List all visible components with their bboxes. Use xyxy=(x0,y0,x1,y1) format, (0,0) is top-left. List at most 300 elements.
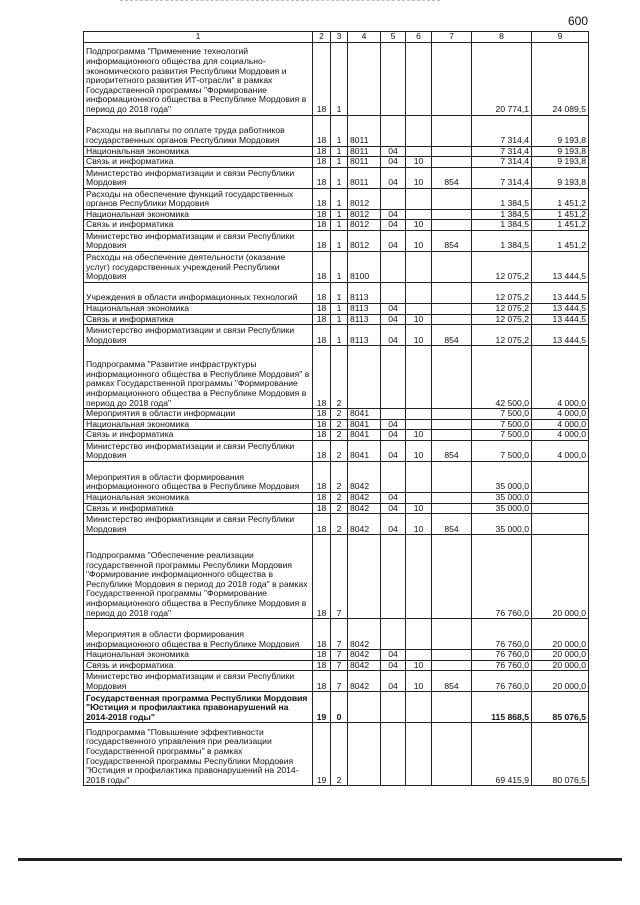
subprogram-code-cell: 1 xyxy=(331,220,348,231)
section-cell: 04 xyxy=(381,671,406,692)
ministry-code-cell xyxy=(432,409,472,420)
row-name-cell: Национальная экономика xyxy=(84,146,313,157)
target-article-cell xyxy=(348,346,381,409)
ministry-code-cell xyxy=(432,115,472,146)
amount-2015-cell: 20 774,1 xyxy=(472,42,532,115)
table-row xyxy=(84,209,589,220)
col-header-8: 8 xyxy=(472,32,532,43)
section-cell xyxy=(381,692,406,723)
section-code-cell: 18 xyxy=(313,430,331,441)
subprogram-code-cell: 1 xyxy=(331,115,348,146)
amount-2015-cell: 12 075,2 xyxy=(472,325,532,346)
row-name-cell: Министерство информатизации и связи Республики Мордовия xyxy=(84,671,313,692)
subsection-cell xyxy=(406,419,432,430)
table-row xyxy=(84,692,589,723)
subprogram-code-cell: 7 xyxy=(331,650,348,661)
section-code-cell: 18 xyxy=(313,514,331,535)
target-article-cell: 8041 xyxy=(348,430,381,441)
ministry-code-cell xyxy=(432,282,472,303)
section-code-cell: 18 xyxy=(313,535,331,619)
subsection-cell xyxy=(406,619,432,650)
table-row xyxy=(84,167,589,188)
subsection-cell xyxy=(406,692,432,723)
subprogram-code-cell: 1 xyxy=(331,209,348,220)
row-name-cell: Мероприятия в области формирования информационного общества в Республике Мордовия xyxy=(84,461,313,492)
target-article-cell: 8042 xyxy=(348,461,381,492)
amount-2016-cell: 20 000,0 xyxy=(532,660,589,671)
amount-2015-cell: 1 384,5 xyxy=(472,220,532,231)
target-article-cell: 8113 xyxy=(348,314,381,325)
ministry-code-cell: 854 xyxy=(432,671,472,692)
subprogram-code-cell: 2 xyxy=(331,419,348,430)
section-code-cell: 18 xyxy=(313,220,331,231)
section-cell: 04 xyxy=(381,650,406,661)
subsection-cell xyxy=(406,303,432,314)
subsection-cell xyxy=(406,346,432,409)
amount-2015-cell: 1 384,5 xyxy=(472,188,532,209)
section-cell xyxy=(381,535,406,619)
section-code-cell: 18 xyxy=(313,503,331,514)
target-article-cell: 8012 xyxy=(348,220,381,231)
subprogram-code-cell: 2 xyxy=(331,440,348,461)
section-cell: 04 xyxy=(381,230,406,251)
amount-2015-cell: 76 760,0 xyxy=(472,660,532,671)
row-name-cell: Национальная экономика xyxy=(84,492,313,503)
section-cell: 04 xyxy=(381,314,406,325)
ministry-code-cell: 854 xyxy=(432,167,472,188)
subsection-cell: 10 xyxy=(406,514,432,535)
amount-2016-cell: 24 089,5 xyxy=(532,42,589,115)
section-cell xyxy=(381,251,406,282)
amount-2015-cell: 35 000,0 xyxy=(472,503,532,514)
subprogram-code-cell: 2 xyxy=(331,514,348,535)
target-article-cell: 8042 xyxy=(348,660,381,671)
row-name-cell: Связь и информатика xyxy=(84,157,313,168)
ministry-code-cell xyxy=(432,619,472,650)
bottom-scan-border xyxy=(18,858,622,861)
section-cell xyxy=(381,282,406,303)
amount-2015-cell: 76 760,0 xyxy=(472,650,532,661)
col-header-1: 1 xyxy=(84,32,313,43)
ministry-code-cell xyxy=(432,314,472,325)
section-code-cell: 18 xyxy=(313,209,331,220)
ministry-code-cell xyxy=(432,220,472,231)
amount-2016-cell: 85 076,5 xyxy=(532,692,589,723)
section-cell: 04 xyxy=(381,492,406,503)
subprogram-code-cell: 1 xyxy=(331,188,348,209)
subsection-cell: 10 xyxy=(406,430,432,441)
ministry-code-cell xyxy=(432,723,472,786)
table-row xyxy=(84,514,589,535)
section-cell xyxy=(381,723,406,786)
table-row xyxy=(84,409,589,420)
amount-2016-cell xyxy=(532,503,589,514)
subprogram-code-cell: 2 xyxy=(331,461,348,492)
amount-2016-cell: 20 000,0 xyxy=(532,535,589,619)
amount-2015-cell: 7 500,0 xyxy=(472,440,532,461)
subprogram-code-cell: 1 xyxy=(331,303,348,314)
amount-2015-cell: 7 500,0 xyxy=(472,430,532,441)
target-article-cell: 8011 xyxy=(348,167,381,188)
section-code-cell: 18 xyxy=(313,115,331,146)
table-row xyxy=(84,188,589,209)
ministry-code-cell xyxy=(432,146,472,157)
table-row xyxy=(84,314,589,325)
subprogram-code-cell: 1 xyxy=(331,251,348,282)
section-code-cell: 18 xyxy=(313,409,331,420)
amount-2016-cell xyxy=(532,514,589,535)
target-article-cell: 8042 xyxy=(348,514,381,535)
row-name-cell: Связь и информатика xyxy=(84,430,313,441)
col-header-3: 3 xyxy=(331,32,348,43)
section-cell xyxy=(381,409,406,420)
section-cell xyxy=(381,619,406,650)
amount-2015-cell: 7 314,4 xyxy=(472,146,532,157)
amount-2015-cell: 12 075,2 xyxy=(472,314,532,325)
target-article-cell: 8042 xyxy=(348,492,381,503)
row-name-cell: Министерство информатизации и связи Республики Мордовия xyxy=(84,325,313,346)
amount-2015-cell: 76 760,0 xyxy=(472,671,532,692)
row-name-cell: Министерство информатизации и связи Республики Мордовия xyxy=(84,167,313,188)
row-name-cell: Национальная экономика xyxy=(84,650,313,661)
section-cell xyxy=(381,115,406,146)
budget-table xyxy=(83,31,589,786)
amount-2015-cell: 12 075,2 xyxy=(472,251,532,282)
row-name-cell: Подпрограмма "Развитие инфраструктуры информационного общества в Республике Мордовия" в рамках Государственной программы "Формирование информационного общества в Республике Мордовия в период до 2018 года" xyxy=(84,346,313,409)
ministry-code-cell xyxy=(432,503,472,514)
ministry-code-cell xyxy=(432,303,472,314)
amount-2015-cell: 7 314,4 xyxy=(472,167,532,188)
section-code-cell: 18 xyxy=(313,419,331,430)
table-row xyxy=(84,42,589,115)
table-row xyxy=(84,251,589,282)
section-cell: 04 xyxy=(381,660,406,671)
section-cell xyxy=(381,461,406,492)
amount-2015-cell: 35 000,0 xyxy=(472,461,532,492)
ministry-code-cell: 854 xyxy=(432,440,472,461)
section-code-cell: 18 xyxy=(313,440,331,461)
subsection-cell: 10 xyxy=(406,314,432,325)
table-row xyxy=(84,220,589,231)
row-name-cell: Связь и информатика xyxy=(84,220,313,231)
subsection-cell xyxy=(406,209,432,220)
ministry-code-cell xyxy=(432,535,472,619)
target-article-cell: 8041 xyxy=(348,419,381,430)
target-article-cell: 8012 xyxy=(348,188,381,209)
amount-2015-cell: 7 314,4 xyxy=(472,115,532,146)
amount-2015-cell: 1 384,5 xyxy=(472,209,532,220)
table-row xyxy=(84,440,589,461)
subprogram-code-cell: 2 xyxy=(331,409,348,420)
target-article-cell: 8011 xyxy=(348,146,381,157)
subprogram-code-cell: 1 xyxy=(331,42,348,115)
subprogram-code-cell: 2 xyxy=(331,503,348,514)
subsection-cell: 10 xyxy=(406,230,432,251)
row-name-cell: Национальная экономика xyxy=(84,303,313,314)
target-article-cell: 8042 xyxy=(348,503,381,514)
amount-2015-cell: 7 314,4 xyxy=(472,157,532,168)
row-name-cell: Расходы на выплаты по оплате труда работников государственных органов Республики Мордовия xyxy=(84,115,313,146)
amount-2016-cell: 13 444,5 xyxy=(532,325,589,346)
amount-2015-cell: 7 500,0 xyxy=(472,419,532,430)
amount-2016-cell: 13 444,5 xyxy=(532,303,589,314)
table-row xyxy=(84,535,589,619)
subprogram-code-cell: 0 xyxy=(331,692,348,723)
col-header-5: 5 xyxy=(381,32,406,43)
amount-2016-cell: 1 451,2 xyxy=(532,230,589,251)
target-article-cell: 8042 xyxy=(348,671,381,692)
amount-2015-cell: 69 415,9 xyxy=(472,723,532,786)
row-name-cell: Мероприятия в области информации xyxy=(84,409,313,420)
subsection-cell xyxy=(406,115,432,146)
subsection-cell: 10 xyxy=(406,671,432,692)
row-name-cell: Связь и информатика xyxy=(84,314,313,325)
table-row xyxy=(84,461,589,492)
target-article-cell: 8042 xyxy=(348,650,381,661)
ministry-code-cell xyxy=(432,188,472,209)
table-row xyxy=(84,619,589,650)
amount-2016-cell: 20 000,0 xyxy=(532,671,589,692)
table-body xyxy=(84,42,589,786)
section-cell: 04 xyxy=(381,514,406,535)
section-code-cell: 18 xyxy=(313,230,331,251)
section-cell xyxy=(381,188,406,209)
page-number: 600 xyxy=(568,14,589,28)
section-code-cell: 19 xyxy=(313,723,331,786)
target-article-cell: 8011 xyxy=(348,157,381,168)
amount-2016-cell: 13 444,5 xyxy=(532,282,589,303)
section-code-cell: 18 xyxy=(313,461,331,492)
row-name-cell: Связь и информатика xyxy=(84,503,313,514)
target-article-cell: 8012 xyxy=(348,209,381,220)
row-name-cell: Подпрограмма "Повышение эффективности государственного управления при реализации Государственной программы" в рамках Государственной программы Республики Мордовия "Юстиция и профилактика правонарушений на 2014-2018 годы" xyxy=(84,723,313,786)
subprogram-code-cell: 7 xyxy=(331,660,348,671)
row-name-cell: Расходы на обеспечение деятельности (оказание услуг) государственных учреждений Республики Мордовия xyxy=(84,251,313,282)
section-code-cell: 18 xyxy=(313,188,331,209)
target-article-cell: 8100 xyxy=(348,251,381,282)
subprogram-code-cell: 1 xyxy=(331,282,348,303)
section-cell: 04 xyxy=(381,157,406,168)
section-cell: 04 xyxy=(381,440,406,461)
amount-2015-cell: 35 000,0 xyxy=(472,514,532,535)
subsection-cell xyxy=(406,723,432,786)
col-header-4: 4 xyxy=(348,32,381,43)
subprogram-code-cell: 1 xyxy=(331,230,348,251)
table-row xyxy=(84,230,589,251)
subprogram-code-cell: 2 xyxy=(331,492,348,503)
top-scan-line xyxy=(120,0,440,2)
table-row xyxy=(84,671,589,692)
ministry-code-cell: 854 xyxy=(432,325,472,346)
row-name-cell: Мероприятия в области формирования информационного общества в Республике Мордовия xyxy=(84,619,313,650)
table-row xyxy=(84,325,589,346)
subprogram-code-cell: 7 xyxy=(331,671,348,692)
table-row xyxy=(84,146,589,157)
row-name-cell: Национальная экономика xyxy=(84,209,313,220)
target-article-cell: 8041 xyxy=(348,409,381,420)
amount-2016-cell: 20 000,0 xyxy=(532,650,589,661)
table-row xyxy=(84,303,589,314)
section-cell: 04 xyxy=(381,209,406,220)
amount-2016-cell xyxy=(532,461,589,492)
subsection-cell xyxy=(406,251,432,282)
subsection-cell xyxy=(406,650,432,661)
section-cell xyxy=(381,42,406,115)
subsection-cell: 10 xyxy=(406,660,432,671)
subsection-cell xyxy=(406,146,432,157)
subsection-cell xyxy=(406,535,432,619)
amount-2015-cell: 1 384,5 xyxy=(472,230,532,251)
section-cell: 04 xyxy=(381,220,406,231)
table-row xyxy=(84,650,589,661)
row-name-cell: Национальная экономика xyxy=(84,419,313,430)
subprogram-code-cell: 2 xyxy=(331,723,348,786)
section-code-cell: 18 xyxy=(313,157,331,168)
ministry-code-cell xyxy=(432,209,472,220)
amount-2016-cell: 1 451,2 xyxy=(532,220,589,231)
subsection-cell: 10 xyxy=(406,157,432,168)
amount-2016-cell: 20 000,0 xyxy=(532,619,589,650)
row-name-cell: Связь и информатика xyxy=(84,660,313,671)
table-row xyxy=(84,282,589,303)
ministry-code-cell xyxy=(432,650,472,661)
ministry-code-cell: 854 xyxy=(432,514,472,535)
table-header-row xyxy=(84,32,589,43)
row-name-cell: Государственная программа Республики Мордовия "Юстиция и профилактика правонарушений на 2014-2018 годы" xyxy=(84,692,313,723)
subsection-cell xyxy=(406,461,432,492)
amount-2016-cell: 13 444,5 xyxy=(532,314,589,325)
section-code-cell: 18 xyxy=(313,660,331,671)
row-name-cell: Расходы на обеспечение функций государственных органов Республики Мордовия xyxy=(84,188,313,209)
section-code-cell: 18 xyxy=(313,325,331,346)
section-code-cell: 18 xyxy=(313,492,331,503)
section-cell: 04 xyxy=(381,430,406,441)
subprogram-code-cell: 1 xyxy=(331,157,348,168)
row-name-cell: Подпрограмма "Применение технологий информационного общества для социально-экономического развития Республики Мордовия и приоритетного развития ИТ-отрасли" в рамках Государственной программы "Формирование информационного общества в Республике Мордовия в период до 2018 года" xyxy=(84,42,313,115)
row-name-cell: Министерство информатизации и связи Республики Мордовия xyxy=(84,514,313,535)
subsection-cell: 10 xyxy=(406,220,432,231)
target-article-cell xyxy=(348,692,381,723)
section-code-cell: 18 xyxy=(313,42,331,115)
subprogram-code-cell: 1 xyxy=(331,314,348,325)
amount-2015-cell: 35 000,0 xyxy=(472,492,532,503)
target-article-cell xyxy=(348,535,381,619)
amount-2015-cell: 115 868,5 xyxy=(472,692,532,723)
amount-2015-cell: 7 500,0 xyxy=(472,409,532,420)
table-row xyxy=(84,430,589,441)
subsection-cell xyxy=(406,409,432,420)
amount-2016-cell: 9 193,8 xyxy=(532,115,589,146)
table-row xyxy=(84,660,589,671)
subprogram-code-cell: 7 xyxy=(331,619,348,650)
amount-2016-cell: 4 000,0 xyxy=(532,430,589,441)
target-article-cell: 8042 xyxy=(348,619,381,650)
section-cell: 04 xyxy=(381,325,406,346)
subsection-cell: 10 xyxy=(406,325,432,346)
section-cell: 04 xyxy=(381,303,406,314)
amount-2016-cell: 4 000,0 xyxy=(532,409,589,420)
subsection-cell: 10 xyxy=(406,503,432,514)
table-row xyxy=(84,346,589,409)
col-header-6: 6 xyxy=(406,32,432,43)
amount-2015-cell: 76 760,0 xyxy=(472,535,532,619)
table-row xyxy=(84,723,589,786)
section-code-cell: 18 xyxy=(313,671,331,692)
table-row xyxy=(84,492,589,503)
amount-2016-cell: 4 000,0 xyxy=(532,346,589,409)
ministry-code-cell xyxy=(432,430,472,441)
ministry-code-cell xyxy=(432,419,472,430)
col-header-2: 2 xyxy=(313,32,331,43)
subsection-cell xyxy=(406,282,432,303)
subsection-cell xyxy=(406,188,432,209)
ministry-code-cell xyxy=(432,42,472,115)
target-article-cell: 8041 xyxy=(348,440,381,461)
amount-2016-cell: 80 076,5 xyxy=(532,723,589,786)
ministry-code-cell xyxy=(432,346,472,409)
ministry-code-cell xyxy=(432,692,472,723)
subprogram-code-cell: 7 xyxy=(331,535,348,619)
section-code-cell: 18 xyxy=(313,167,331,188)
row-name-cell: Министерство информатизации и связи Республики Мордовия xyxy=(84,440,313,461)
subprogram-code-cell: 2 xyxy=(331,430,348,441)
col-header-7: 7 xyxy=(432,32,472,43)
amount-2015-cell: 12 075,2 xyxy=(472,282,532,303)
target-article-cell: 8011 xyxy=(348,115,381,146)
table-row xyxy=(84,503,589,514)
amount-2016-cell: 1 451,2 xyxy=(532,209,589,220)
subsection-cell: 10 xyxy=(406,440,432,461)
section-code-cell: 18 xyxy=(313,303,331,314)
section-code-cell: 18 xyxy=(313,619,331,650)
amount-2015-cell: 12 075,2 xyxy=(472,303,532,314)
subprogram-code-cell: 2 xyxy=(331,346,348,409)
section-code-cell: 18 xyxy=(313,314,331,325)
table-row xyxy=(84,419,589,430)
table-row xyxy=(84,115,589,146)
amount-2015-cell: 76 760,0 xyxy=(472,619,532,650)
section-code-cell: 18 xyxy=(313,251,331,282)
section-code-cell: 19 xyxy=(313,692,331,723)
ministry-code-cell xyxy=(432,660,472,671)
table-row xyxy=(84,157,589,168)
row-name-cell: Подпрограмма "Обеспечение реализации государственной программы Республики Мордовия "Формирование информационного общества в Республике Мордовия в период до 2018 года" в рамках Государственной программы "Формирование информационного общества в Республике Мордовия в период до 2018 года" xyxy=(84,535,313,619)
subsection-cell xyxy=(406,42,432,115)
target-article-cell: 8113 xyxy=(348,282,381,303)
amount-2016-cell: 4 000,0 xyxy=(532,419,589,430)
ministry-code-cell xyxy=(432,251,472,282)
amount-2016-cell: 13 444,5 xyxy=(532,251,589,282)
col-header-9: 9 xyxy=(532,32,589,43)
section-cell: 04 xyxy=(381,419,406,430)
section-cell: 04 xyxy=(381,146,406,157)
section-code-cell: 18 xyxy=(313,282,331,303)
section-cell: 04 xyxy=(381,503,406,514)
section-cell: 04 xyxy=(381,167,406,188)
section-code-cell: 18 xyxy=(313,650,331,661)
target-article-cell: 8012 xyxy=(348,230,381,251)
ministry-code-cell: 854 xyxy=(432,230,472,251)
subsection-cell xyxy=(406,492,432,503)
amount-2016-cell: 9 193,8 xyxy=(532,167,589,188)
amount-2015-cell: 42 500,0 xyxy=(472,346,532,409)
ministry-code-cell xyxy=(432,461,472,492)
target-article-cell xyxy=(348,42,381,115)
row-name-cell: Учреждения в области информационных технологий xyxy=(84,282,313,303)
subprogram-code-cell: 1 xyxy=(331,167,348,188)
amount-2016-cell: 4 000,0 xyxy=(532,440,589,461)
section-code-cell: 18 xyxy=(313,146,331,157)
